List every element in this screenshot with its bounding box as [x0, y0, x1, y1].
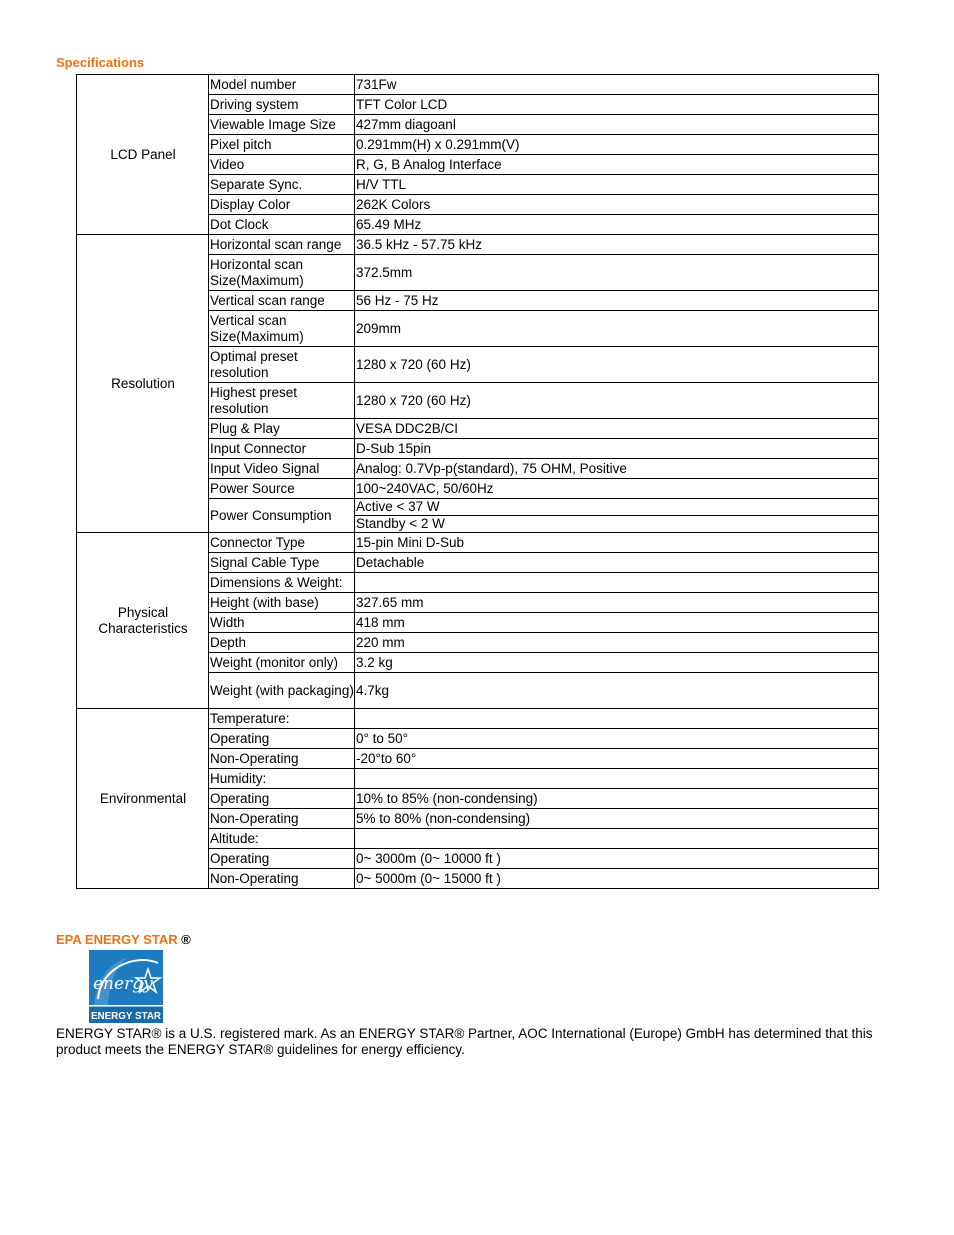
spec-label-cell: Humidity: — [209, 769, 355, 789]
spec-label-cell: Driving system — [209, 95, 355, 115]
spec-label-cell: Horizontal scan range — [209, 235, 355, 255]
spec-label-cell: Signal Cable Type — [209, 553, 355, 573]
spec-value-cell: D-Sub 15pin — [355, 439, 879, 459]
spec-label-cell: Altitude: — [209, 829, 355, 849]
spec-value-cell: 100~240VAC, 50/60Hz — [355, 479, 879, 499]
spec-value-cell: 5% to 80% (non-condensing) — [355, 809, 879, 829]
spec-value-cell: 15-pin Mini D-Sub — [355, 533, 879, 553]
spec-label-cell: Depth — [209, 633, 355, 653]
spec-value-cell: 0.291mm(H) x 0.291mm(V) — [355, 135, 879, 155]
spec-value-cell: VESA DDC2B/CI — [355, 419, 879, 439]
spec-value-cell: Analog: 0.7Vp-p(standard), 75 OHM, Positive — [355, 459, 879, 479]
specifications-heading: Specifications — [56, 55, 145, 70]
spec-label-cell: Vertical scan Size(Maximum) — [209, 311, 355, 347]
spec-label-cell: Highest preset resolution — [209, 383, 355, 419]
spec-value-cell: 327.65 mm — [355, 593, 879, 613]
spec-value-cell: 36.5 kHz - 57.75 kHz — [355, 235, 879, 255]
spec-value-cell: -20°to 60° — [355, 749, 879, 769]
spec-value-cell: 65.49 MHz — [355, 215, 879, 235]
spec-value-cell: 0° to 50° — [355, 729, 879, 749]
group-name-cell: Environmental — [77, 709, 209, 889]
spec-value-cell: TFT Color LCD — [355, 95, 879, 115]
group-name-cell: Physical Characteristics — [77, 533, 209, 709]
spec-value-cell: 209mm — [355, 311, 879, 347]
logo-text: ENERGY STAR — [91, 1010, 162, 1022]
spec-value-cell — [355, 769, 879, 789]
spec-label-cell: Non-Operating — [209, 749, 355, 769]
table-row — [77, 533, 879, 553]
spec-value-cell: 372.5mm — [355, 255, 879, 291]
spec-label-cell: Non-Operating — [209, 809, 355, 829]
spec-label-cell: Operating — [209, 849, 355, 869]
spec-label-cell: Power Source — [209, 479, 355, 499]
specifications-table — [76, 74, 879, 889]
spec-label-cell: Weight (monitor only) — [209, 653, 355, 673]
spec-label-cell: Optimal preset resolution — [209, 347, 355, 383]
spec-value-cell: 56 Hz - 75 Hz — [355, 291, 879, 311]
spec-label-cell: Video — [209, 155, 355, 175]
spec-label-cell: Input Video Signal — [209, 459, 355, 479]
spec-label-cell: Connector Type — [209, 533, 355, 553]
spec-value-cell: 418 mm — [355, 613, 879, 633]
spec-label-cell: Model number — [209, 75, 355, 95]
spec-value-cell: 4.7kg — [355, 673, 879, 709]
spec-label-cell: Dot Clock — [209, 215, 355, 235]
spec-value-cell: 1280 x 720 (60 Hz) — [355, 347, 879, 383]
spec-value-cell: Active < 37 W — [355, 499, 879, 516]
table-row — [77, 235, 879, 255]
epa-energy-star-heading — [56, 932, 191, 947]
spec-label-cell: Separate Sync. — [209, 175, 355, 195]
energy-star-logo — [88, 949, 164, 1024]
spec-value-cell — [355, 709, 879, 729]
spec-label-cell: Display Color — [209, 195, 355, 215]
spec-label-cell: Horizontal scan Size(Maximum) — [209, 255, 355, 291]
spec-value-cell: Standby < 2 W — [355, 516, 879, 533]
spec-value-cell: 427mm diagoanl — [355, 115, 879, 135]
spec-label-cell: Viewable Image Size — [209, 115, 355, 135]
spec-label-cell: Non-Operating — [209, 869, 355, 889]
spec-value-cell: H/V TTL — [355, 175, 879, 195]
epa-heading-reg: ® — [177, 932, 191, 947]
spec-value-cell: 0~ 5000m (0~ 15000 ft ) — [355, 869, 879, 889]
spec-value-cell: 220 mm — [355, 633, 879, 653]
spec-value-cell: 731Fw — [355, 75, 879, 95]
group-name-cell: Resolution — [77, 235, 209, 533]
spec-label-cell: Input Connector — [209, 439, 355, 459]
spec-value-cell: 1280 x 720 (60 Hz) — [355, 383, 879, 419]
spec-label-cell: Width — [209, 613, 355, 633]
epa-heading-text: EPA ENERGY STAR — [56, 932, 178, 947]
spec-value-cell — [355, 829, 879, 849]
spec-label-cell: Height (with base) — [209, 593, 355, 613]
table-row — [77, 75, 879, 95]
spec-value-cell: 10% to 85% (non-condensing) — [355, 789, 879, 809]
spec-value-cell: 3.2 kg — [355, 653, 879, 673]
spec-label-cell: Temperature: — [209, 709, 355, 729]
spec-value-cell — [355, 573, 879, 593]
spec-value-cell: 0~ 3000m (0~ 10000 ft ) — [355, 849, 879, 869]
spec-value-cell: R, G, B Analog Interface — [355, 155, 879, 175]
spec-label-cell: Vertical scan range — [209, 291, 355, 311]
group-name-cell: LCD Panel — [77, 75, 209, 235]
table-row — [77, 709, 879, 729]
spec-label-cell: Power Consumption — [209, 499, 355, 533]
spec-value-cell: 262K Colors — [355, 195, 879, 215]
energy-star-paragraph: ENERGY STAR® is a U.S. registered mark. As an ENERGY STAR® Partner, AOC International (Europe) GmbH has determined that this product meets the ENERGY STAR® guidelines for energy efficiency. — [56, 1026, 873, 1057]
spec-label-cell: Operating — [209, 729, 355, 749]
spec-value-cell: Detachable — [355, 553, 879, 573]
spec-label-cell: Operating — [209, 789, 355, 809]
spec-label-cell: Plug & Play — [209, 419, 355, 439]
spec-label-cell: Dimensions & Weight: — [209, 573, 355, 593]
spec-label-cell: Weight (with packaging) — [209, 673, 355, 709]
spec-label-cell: Pixel pitch — [209, 135, 355, 155]
logo-script: energy — [93, 974, 153, 994]
